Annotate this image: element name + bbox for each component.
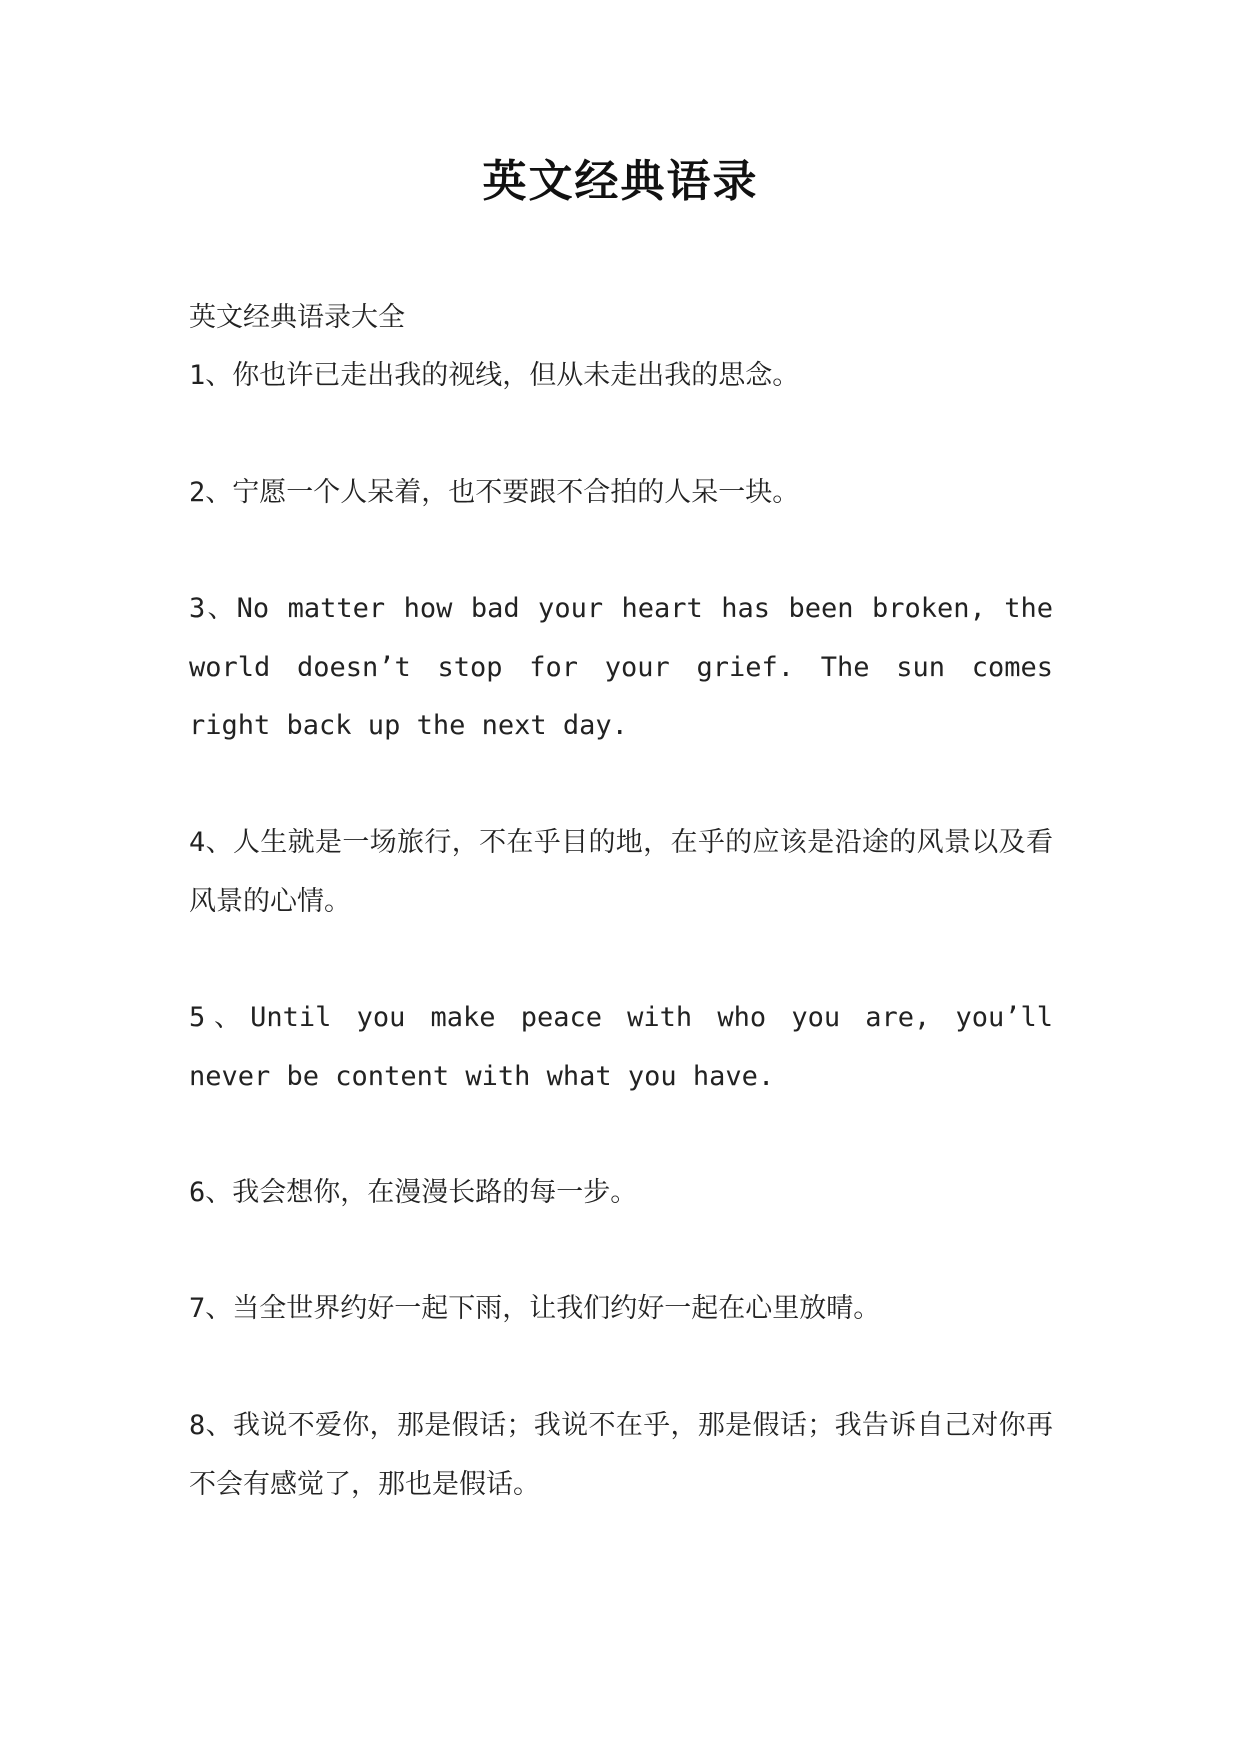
- quote-7: 7、当全世界约好一起下雨，让我们约好一起在心里放晴。: [189, 1293, 881, 1324]
- quote-2: 2、宁愿一个人呆着，也不要跟不合拍的人呆一块。: [189, 477, 800, 508]
- quote-4: 4、人生就是一场旅行，不在乎目的地，在乎的应该是沿途的风景以及看风景的心情。: [189, 827, 1053, 917]
- document-title: 英文经典语录: [482, 156, 759, 207]
- quote-6: 6、我会想你，在漫漫长路的每一步。: [189, 1177, 638, 1208]
- quote-3: 3、No matter how bad your heart has been broken, the world doesn’t stop for your grief. The sun comes right back up the next day.: [189, 593, 1053, 741]
- quote-8: 8、我说不爱你，那是假话；我说不在乎，那是假话；我告诉自己对你再不会有感觉了，那也是假话。: [189, 1410, 1053, 1500]
- quote-1: 1、你也许已走出我的视线，但从未走出我的思念。: [189, 360, 800, 391]
- document-subtitle: 英文经典语录大全: [189, 302, 405, 333]
- quote-5: 5、Until you make peace with who you are, you’ll never be content with what you have.: [189, 1002, 1053, 1092]
